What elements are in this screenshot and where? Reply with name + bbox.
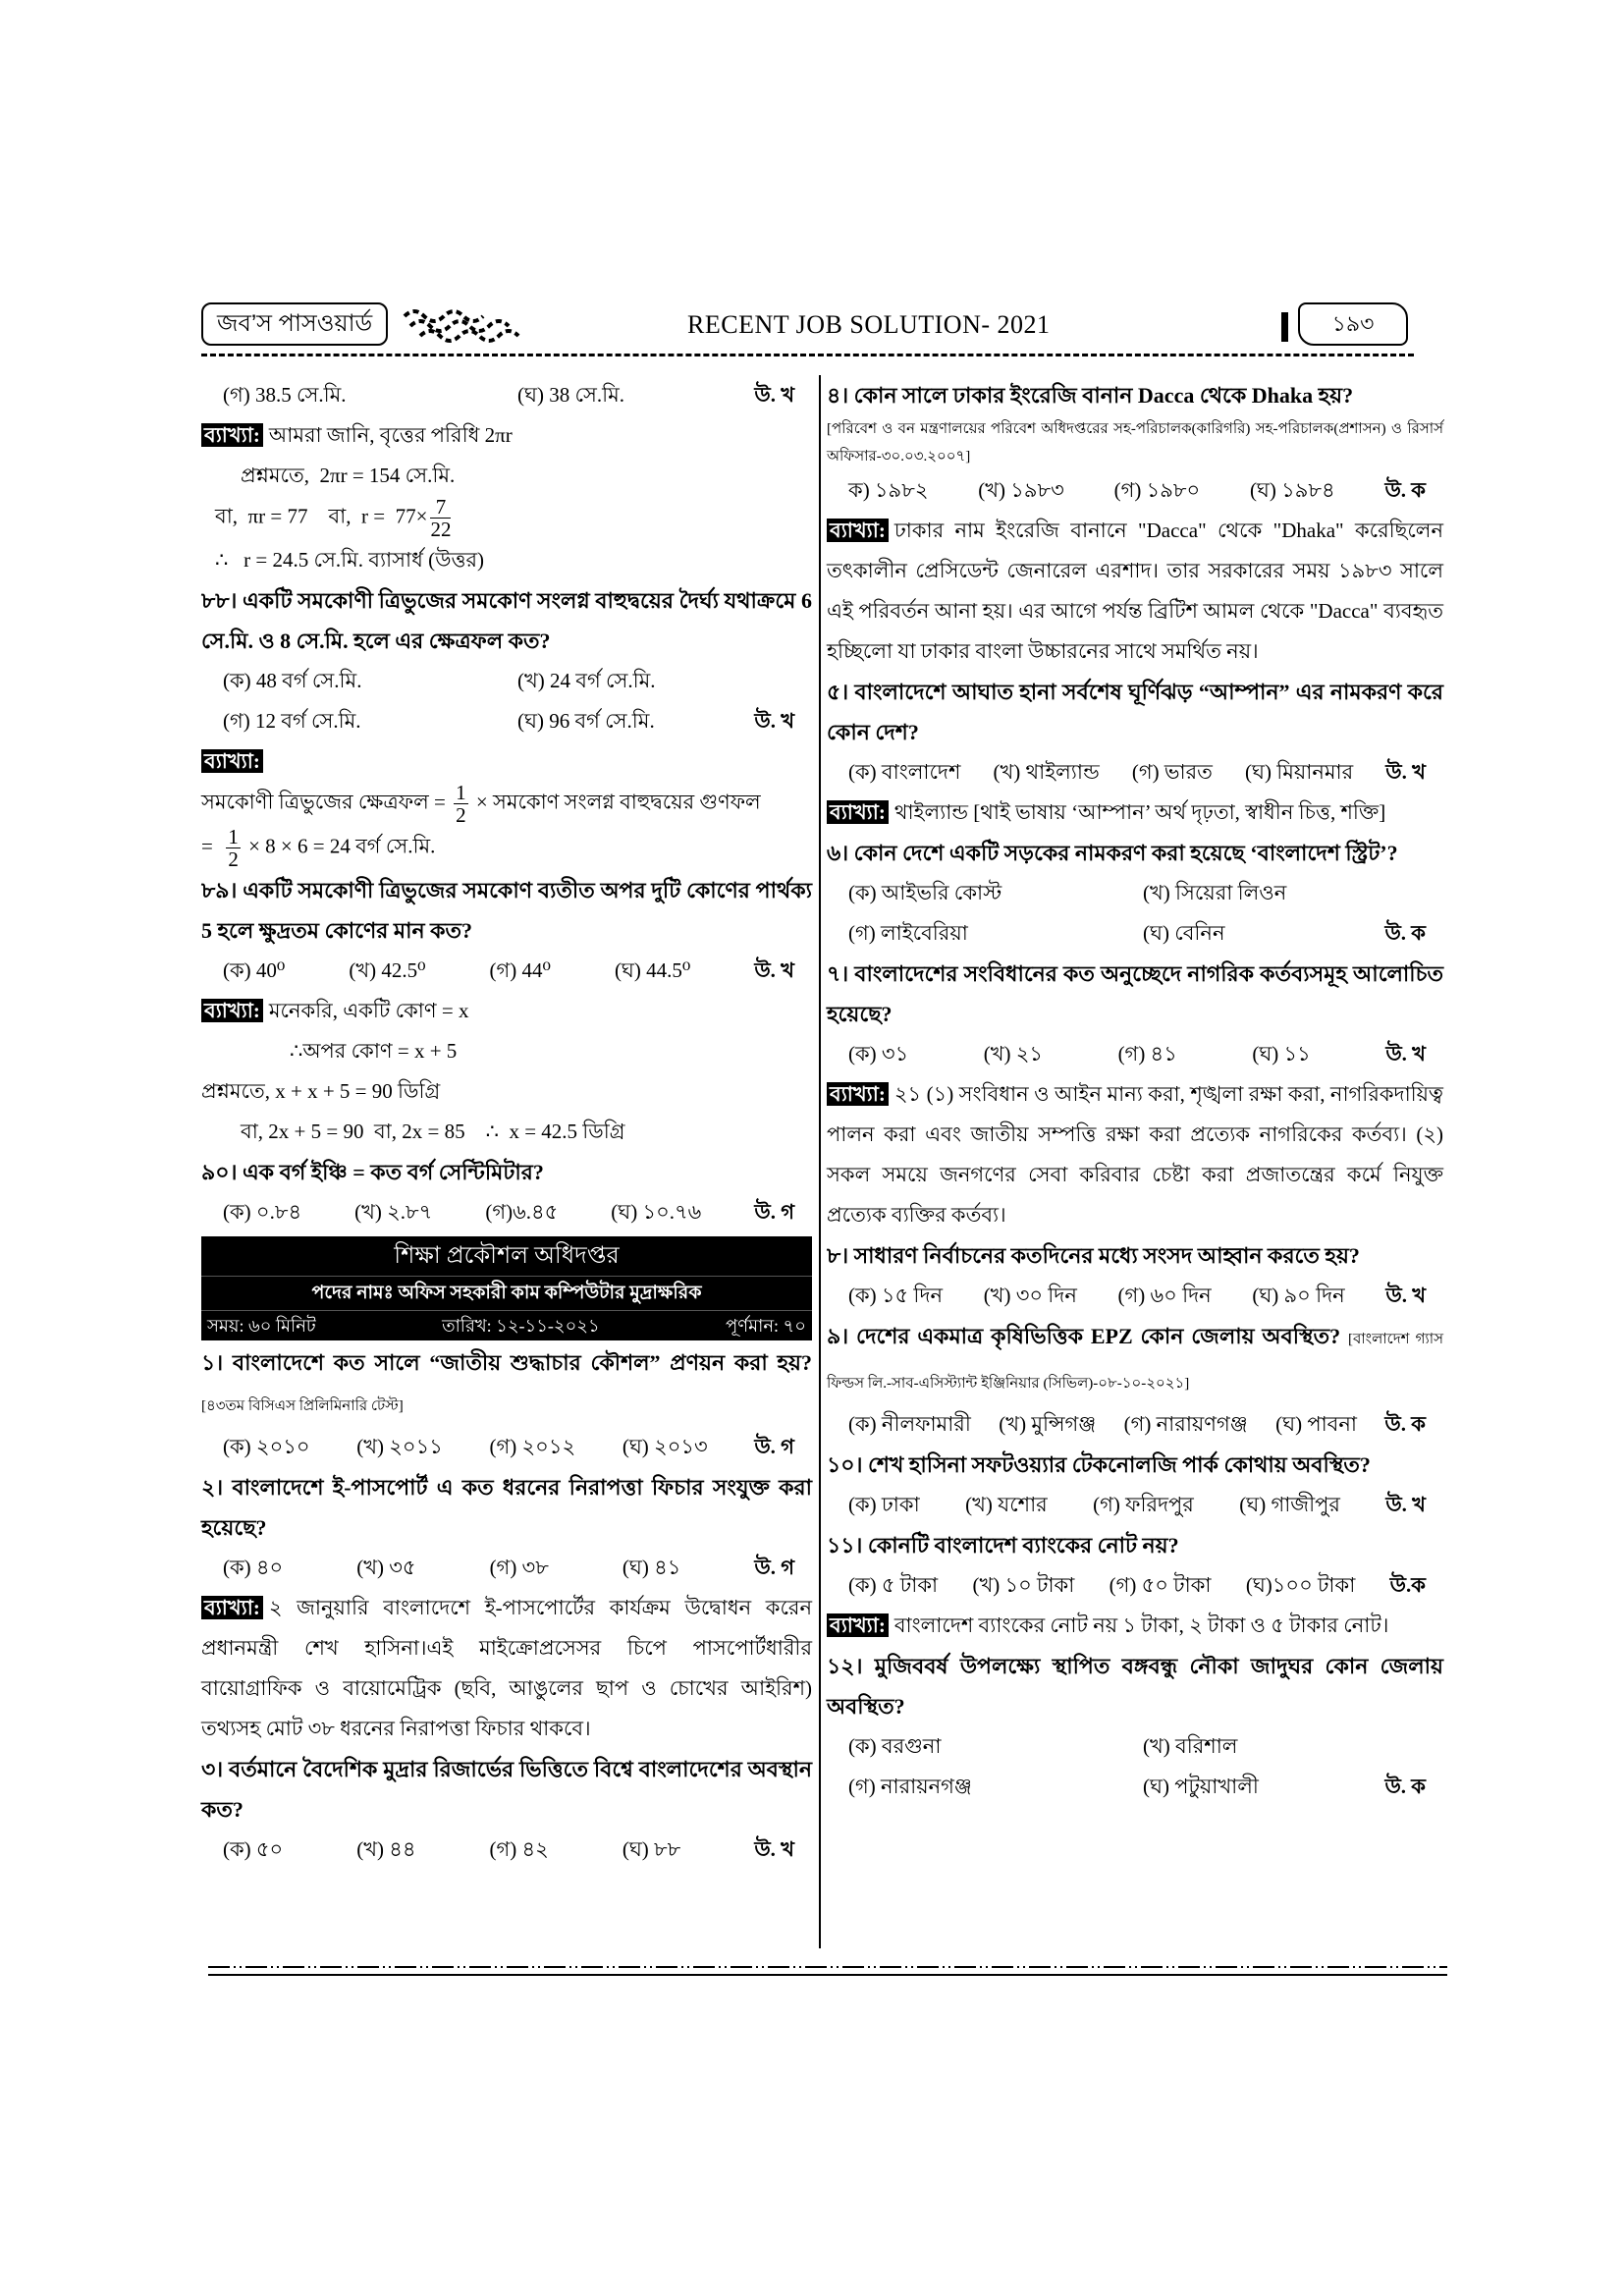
question-text (827, 954, 1443, 1034)
page-number: ১৯৩ (1298, 302, 1408, 346)
option: (ঘ) 44.5⁰ (614, 958, 691, 982)
option: (ঘ) ১১ (1252, 1042, 1311, 1066)
explanation-text: থাইল্যান্ড [থাই ভাষায় ‘আম্পান’ অর্থ দৃঢ়তা, স্বাধীন চিত্ত, শক্তি] (893, 800, 1386, 824)
explanation (827, 1606, 1443, 1646)
option: (খ) ২০১১ (356, 1435, 443, 1458)
option: (গ) ৩৮ (489, 1556, 549, 1579)
option: (ক) ৫০ (223, 1837, 284, 1861)
options-row (201, 701, 812, 741)
option: (ঘ) পটুয়াখালী (1143, 1775, 1259, 1798)
question-label: ৩। বর্তমানে বৈদেশিক মুদ্রার রিজার্ভের ভিত্তিতে বিশ্বে বাংলাদেশের অবস্থান কত? (201, 1757, 812, 1822)
question-text (827, 1525, 1443, 1565)
option: (গ) ৫০ টাকা (1109, 1573, 1212, 1597)
option: (ঘ) 96 বর্গ সে.মি. (517, 709, 655, 733)
option: (ঘ) ১০.৭৬ (611, 1200, 702, 1224)
option: (খ) 24 বর্গ সে.মি. (517, 669, 656, 692)
math-text: × সমকোণ সংলগ্ন বাহুদ্বয়ের গুণফল (470, 790, 761, 814)
explanation (827, 1074, 1443, 1235)
option: (ঘ) ৪১ (622, 1556, 681, 1579)
question-label: ৮৯। একটি সমকোণী ত্রিভুজের সমকোণ ব্যতীত অপর দুটি কোণের পার্থক্য 5 হলে ক্ষুদ্রতম কোণের মান কত? (201, 878, 812, 943)
math-line (201, 456, 812, 496)
options-row (201, 661, 812, 701)
option: (খ) 42.5⁰ (349, 958, 426, 982)
option: (ক) ৩১ (848, 1042, 909, 1066)
math-text: প্রশ্নমতে, x + x + 5 = 90 ডিগ্রি (201, 1079, 441, 1103)
option: (ঘ) মিয়ানমার (1245, 760, 1354, 784)
explanation (201, 991, 812, 1031)
question-text (827, 1445, 1443, 1485)
options-row (201, 1427, 812, 1467)
question-text (201, 870, 812, 951)
question-label: ৫। বাংলাদেশে আঘাত হানা সর্বশেষ ঘূর্ণিঝড় “আম্পান” এর নামকরণ করে কোন দেশ? (827, 680, 1443, 744)
exam-info-row (201, 1311, 812, 1340)
options-row (827, 1767, 1443, 1807)
option: (ঘ) গাজীপুর (1239, 1493, 1340, 1516)
math-line (201, 1031, 812, 1071)
options-row (827, 913, 1443, 954)
math-line (201, 782, 812, 826)
math-text: × 8 × 6 = 24 বর্গ সে.মি. (243, 834, 436, 858)
right-column (827, 375, 1443, 1807)
question-source: [৪৩তম বিসিএস প্রিলিমিনারি টেস্ট] (201, 1398, 404, 1414)
fraction-numerator: 7 (430, 496, 451, 519)
answer-label: উ. খ (754, 383, 794, 407)
explanation-label: ব্যাখ্যা: (827, 1613, 889, 1637)
option: (ঘ)১০০ টাকা (1245, 1573, 1356, 1597)
question-label: ১১। কোনটি বাংলাদেশ ব্যাংকের নোট নয়? (827, 1533, 1179, 1558)
math-line (201, 1112, 812, 1152)
explanation-text: মনেকরি, একটি কোণ = x (268, 999, 469, 1022)
options-row (827, 1726, 1443, 1767)
footer-rule (208, 1964, 1447, 1978)
answer-label: উ. খ (1385, 1493, 1426, 1516)
answer-label: উ. গ (754, 1200, 794, 1224)
option: (ঘ) পাবনা (1275, 1412, 1357, 1436)
answer-label: উ. গ (754, 1556, 794, 1579)
option: (ঘ) ৯০ দিন (1252, 1284, 1345, 1307)
question-label: ৯০। এক বর্গ ইঞ্চি = কত বর্গ সেন্টিমিটার? (201, 1160, 544, 1184)
question-label: ১২। মুজিববর্ষ উপলক্ষ্যে স্থাপিত বঙ্গবন্ধু নৌকা জাদুঘর কোন জেলায় অবস্থিত? (827, 1654, 1443, 1719)
option: (খ) ১০ টাকা (972, 1573, 1075, 1597)
option: (ক) ১৫ দিন (848, 1284, 944, 1307)
fraction (454, 782, 468, 826)
options-row (201, 951, 812, 991)
question-label: ১০। শেখ হাসিনা সফটওয়্যার টেকনোলজি পার্ক কোথায় অবস্থিত? (827, 1452, 1371, 1477)
question-label: ৯। দেশের একমাত্র কৃষিভিত্তিক EPZ কোন জেলায় অবস্থিত? (827, 1324, 1341, 1348)
explanation (827, 793, 1443, 833)
option: ক) ১৯৮২ (848, 478, 929, 502)
exam-post-name: পদের নামঃ অফিস সহকারী কাম কম্পিউটার মুদ্রাক্ষরিক (201, 1277, 812, 1311)
question-label: ৮। সাধারণ নির্বাচনের কতদিনের মধ্যে সংসদ আহ্বান করতে হয়? (827, 1243, 1360, 1268)
option: (খ) সিয়েরা লিওন (1143, 881, 1287, 904)
question-label: ৮৮। একটি সমকোণী ত্রিভুজের সমকোণ সংলগ্ন বাহুদ্বয়ের দৈর্ঘ্য যথাক্রমে 6 সে.মি. ও 8 সে.মি. হলে এর ক্ষেত্রফল কত? (201, 588, 812, 653)
option: (ঘ) 38 সে.মি. (517, 383, 625, 407)
fraction-denominator: 22 (430, 518, 452, 541)
option: (গ) 38.5 সে.মি. (223, 383, 347, 407)
option: (খ) ২.৮৭ (354, 1200, 433, 1224)
explanation (201, 1588, 812, 1749)
math-line (201, 496, 812, 540)
option: (গ) ভারত (1131, 760, 1213, 784)
option: (গ) ফরিদপুর (1093, 1493, 1194, 1516)
option: (গ) নারায়নগঞ্জ (848, 1775, 972, 1798)
option: (গ) ৪১ (1117, 1042, 1177, 1066)
explanation-label: ব্যাখ্যা: (201, 999, 263, 1022)
option: (খ) ২১ (983, 1042, 1044, 1066)
math-line (201, 540, 812, 580)
math-text: প্রশ্নমতে, 2πr = 154 সে.মি. (241, 464, 456, 487)
exam-date: তারিখ: ১২-১১-২০২১ (442, 1316, 600, 1336)
option: (খ) থাইল্যান্ড (993, 760, 1100, 784)
math-text: সমকোণী ত্রিভুজের ক্ষেত্রফল = (201, 790, 452, 814)
explanation-label: ব্যাখ্যা: (201, 1596, 263, 1619)
answer-label: উ. ক (1384, 921, 1426, 945)
answer-label: উ.ক (1389, 1573, 1426, 1597)
question-label: ৭। বাংলাদেশের সংবিধানের কত অনুচ্ছেদে নাগরিক কর্তব্যসমূহ আলোচিত হয়েছে? (827, 961, 1443, 1026)
fraction-denominator: 2 (456, 803, 466, 827)
option: (খ) মুন্সিগঞ্জ (999, 1412, 1097, 1436)
explanation-text: ঢাকার নাম ইংরেজি বানানে "Dacca" থেকে "Dhaka" করেছিলেন তৎকালীন প্রেসিডেন্ট জেনারেল এরশাদ। তার সরকারের সময় ১৯৮৩ সালে এই পরিবর্তন আনা হয়। এর আগে পর্যন্ত ব্রিটিশ আমল থেকে "Dacca" ব্যবহৃত হচ্ছিলো যা ঢাকার বাংলা উচ্চারনের সাথে সমর্থিত নয়। (827, 519, 1443, 663)
option: (ক) ০.৮৪ (223, 1200, 302, 1224)
option: (ক) নীলফামারী (848, 1412, 971, 1436)
options-row (827, 752, 1443, 793)
fraction (430, 496, 451, 540)
question-text (201, 580, 812, 661)
options-row (201, 375, 812, 415)
option: (খ) যশোর (965, 1493, 1048, 1516)
option: (গ) ৬০ দিন (1117, 1284, 1212, 1307)
option: (গ)৬.৪৫ (485, 1200, 559, 1224)
answer-label: উ. ক (1384, 478, 1426, 502)
answer-label: উ. খ (754, 1837, 794, 1861)
explanation (201, 741, 812, 782)
options-row (201, 1548, 812, 1588)
question-text (201, 1152, 812, 1192)
answer-label: উ. খ (1385, 760, 1426, 784)
explanation-label: ব্যাখ্যা: (827, 519, 889, 542)
options-row (827, 873, 1443, 913)
explanation (201, 415, 812, 456)
exam-banner (201, 1236, 812, 1340)
question-label: ৬। কোন দেশে একটি সড়কের নামকরণ করা হয়েছে ‘বাংলাদেশ স্ট্রিট’? (827, 841, 1398, 865)
option: (ক) ঢাকা (848, 1493, 920, 1516)
explanation-label: ব্যাখ্যা: (201, 423, 263, 447)
question-text (827, 1646, 1443, 1726)
question-text (827, 1316, 1443, 1404)
question-text (827, 375, 1443, 415)
answer-label (794, 661, 812, 701)
option: (ক) বাংলাদেশ (848, 760, 961, 784)
option: (গ) 44⁰ (489, 958, 551, 982)
page-header-title: RECENT JOB SOLUTION- 2021 (687, 310, 1051, 339)
option: (গ) 12 বর্গ সে.মি. (223, 709, 361, 733)
answer-label: উ. ক (1384, 1775, 1426, 1798)
question-label: ১। বাংলাদেশে কত সালে “জাতীয় শুদ্ধাচার কৌশল” প্রণয়ন করা হয়? (201, 1350, 812, 1375)
option: (ক) ৫ টাকা (848, 1573, 939, 1597)
options-row (827, 1565, 1443, 1606)
explanation-label: ব্যাখ্যা: (827, 1082, 889, 1106)
question-text (827, 833, 1443, 873)
option: (খ) ৪৪ (356, 1837, 416, 1861)
answer-label (1426, 873, 1443, 913)
option: (ঘ) ২০১৩ (622, 1435, 708, 1458)
math-text: ∴অপর কোণ = x + 5 (290, 1039, 458, 1063)
option: (গ) নারায়ণগঞ্জ (1123, 1412, 1248, 1436)
options-row (827, 1485, 1443, 1525)
math-text: বা, πr = 77 বা, r = 77× (215, 504, 428, 528)
answer-label: উ. খ (1385, 1284, 1426, 1307)
option: (ক) ২০১০ (223, 1435, 310, 1458)
explanation-text: বাংলাদেশ ব্যাংকের নোট নয় ১ টাকা, ২ টাকা ও ৫ টাকার নোট। (893, 1613, 1389, 1637)
fraction-numerator: 1 (228, 825, 239, 848)
answer-label (1426, 1726, 1443, 1767)
question-text (827, 1235, 1443, 1276)
explanation-label: ব্যাখ্যা: (827, 800, 889, 824)
option: (ক) 40⁰ (223, 958, 286, 982)
answer-label: উ. খ (754, 958, 794, 982)
left-column (201, 375, 812, 1870)
exam-organization: শিক্ষা প্রকৌশল অধিদপ্তর (201, 1236, 812, 1277)
option: (খ) বরিশাল (1143, 1734, 1238, 1758)
answer-label: উ. ক (1384, 1412, 1426, 1436)
option: (ঘ) বেনিন (1143, 921, 1225, 945)
question-text (201, 1342, 812, 1427)
header-dashed-rule (201, 354, 1414, 356)
option: (ক) ৪০ (223, 1556, 284, 1579)
option: (খ) ১৯৮৩ (978, 478, 1064, 502)
explanation-text: ২ জানুয়ারি বাংলাদেশে ই-পাসপোর্টের কার্যক্রম উদ্বোধন করেন প্রধানমন্ত্রী শেখ হাসিনা।এই মাইক্রোপ্রসেসর চিপে পাসপোর্টধারীর বায়োগ্রাফিক ও বায়োমেট্রিক (ছবি, আঙুলের ছাপ ও চোখের আইরিশ) তথ্যসহ মোট ৩৮ ধরনের নিরাপত্তা ফিচার থাকবে। (201, 1596, 812, 1740)
math-line (201, 1071, 812, 1112)
option: (গ) ১৯৮০ (1113, 478, 1201, 502)
answer-label: উ. খ (754, 709, 794, 733)
answer-label: উ. খ (1385, 1042, 1426, 1066)
fraction-denominator: 2 (228, 847, 239, 871)
exam-time: সময়: ৬০ মিনিট (207, 1316, 316, 1336)
decorative-squiggle-icon (401, 304, 548, 346)
option: (ক) আইভরি কোস্ট (848, 881, 1002, 904)
option: (গ) ২০১২ (489, 1435, 576, 1458)
explanation-text: আমরা জানি, বৃত্তের পরিধি 2πr (268, 423, 513, 447)
fraction (226, 826, 241, 870)
option: (ঘ) ৮৮ (622, 1837, 681, 1861)
option: (খ) ৩৫ (356, 1556, 416, 1579)
option: (খ) ৩০ দিন (983, 1284, 1077, 1307)
math-line (201, 826, 812, 870)
option: (গ) ৪২ (489, 1837, 549, 1861)
explanation-text: ২১ (১) সংবিধান ও আইন মান্য করা, শৃঙ্খলা রক্ষা করা, নাগরিকদায়িত্ব পালন করা এবং জাতীয় সম্পত্তি রক্ষা করা প্রত্যেক নাগরিকের কর্তব্য। (২) সকল সময়ে জনগণের সেবা করিবার চেষ্টা করা প্রজাতন্ত্রের কর্মে নিযুক্ত প্রত্যেক ব্যক্তির কর্তব্য। (827, 1082, 1443, 1227)
options-row (827, 1404, 1443, 1445)
brand-label: জব’স পাসওয়ার্ড (201, 302, 388, 346)
option: (ক) 48 বর্গ সে.মি. (223, 669, 362, 692)
options-row (201, 1830, 812, 1870)
fraction-numerator: 1 (456, 781, 466, 804)
options-row (827, 1276, 1443, 1316)
explanation (827, 511, 1443, 672)
math-text: বা, 2x + 5 = 90 বা, 2x = 85 ∴ x = 42.5 ডিগ্রি (241, 1120, 625, 1143)
question-text (827, 672, 1443, 752)
option: (গ) লাইবেরিয়া (848, 921, 968, 945)
question-source: [পরিবেশ ও বন মন্ত্রণালয়ের পরিবেশ অধিদপ্তরের সহ-পরিচালক(কারিগরি) সহ-পরিচালক(প্রশাসন) ও রিসার্স অফিসার-৩০.০৩.২০০৭] (827, 421, 1443, 465)
question-label: ২। বাংলাদেশে ই-পাসপোর্ট এ কত ধরনের নিরাপত্তা ফিচার সংযুক্ত করা হয়েছে? (201, 1475, 812, 1540)
options-row (827, 470, 1443, 511)
question-text (201, 1749, 812, 1830)
header-bar-divider (1281, 312, 1288, 342)
question-text (201, 1467, 812, 1548)
question-label: ৪। কোন সালে ঢাকার ইংরেজি বানান Dacca থেকে Dhaka হয়? (827, 383, 1354, 408)
exam-marks: পূর্ণমান: ৭০ (726, 1316, 806, 1336)
column-divider (819, 375, 821, 1948)
explanation-label: ব্যাখ্যা: (201, 749, 263, 773)
options-row (201, 1192, 812, 1232)
math-text: ∴ r = 24.5 সে.মি. ব্যাসার্ধ (উত্তর) (215, 548, 485, 572)
option: (ঘ) ১৯৮৪ (1249, 478, 1335, 502)
option: (ক) বরগুনা (848, 1734, 942, 1758)
options-row (827, 1034, 1443, 1074)
math-text: = (201, 834, 224, 858)
answer-label: উ. গ (754, 1435, 794, 1458)
question-source: [বাংলাদেশ গ্যাস ফিল্ডস লি.-সাব-এসিস্ট্যান্ট ইঞ্জিনিয়ার (সিভিল)-০৮-১০-২০২১] (827, 1332, 1444, 1392)
